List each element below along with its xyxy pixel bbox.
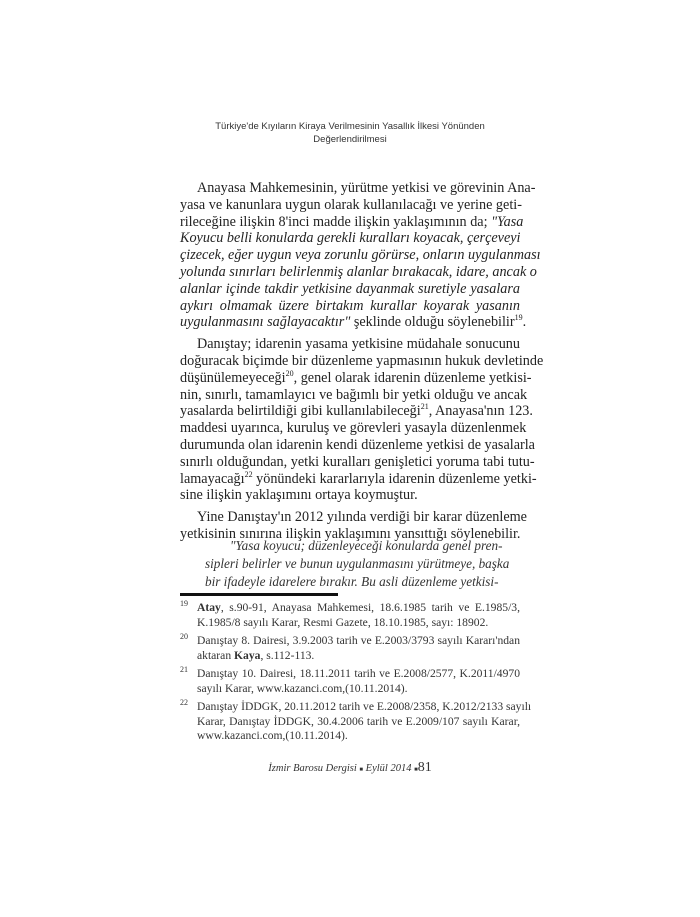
text-line (180, 213, 524, 231)
text-segment: aktaran (197, 648, 235, 662)
text-line (197, 682, 520, 697)
text-segment: bir ifadeyle idarelere bırakır. Bu asli düzenleme yetkisi- (205, 574, 499, 589)
text-line (197, 715, 520, 730)
separator-icon: ■ (359, 767, 364, 773)
text-segment: , s.90-91, Anayasa Mahkemesi, 18.6.1985 tarih ve E.1985/3, (220, 601, 520, 614)
text-line (180, 281, 520, 298)
text-line (197, 634, 520, 649)
text-segment: , s.112-113. (260, 648, 315, 662)
text-line (197, 649, 520, 664)
footnote-ref: 22 (244, 469, 253, 479)
text-line (180, 263, 537, 281)
body-text (180, 180, 544, 548)
text-line (197, 667, 520, 682)
page-number: 81 (417, 760, 432, 775)
text-line (180, 487, 520, 504)
text-segment: Kaya (234, 648, 261, 662)
text-segment: yolunda sınırları belirlenmiş alanlar bırakacak, idare, ancak o (180, 263, 537, 280)
footnote (180, 698, 532, 744)
footnote-ref: 19 (514, 313, 523, 323)
text-line (205, 537, 503, 555)
text-segment: Koyucu belli konularda gerekli kuralları koyacak, çerçeveyi (180, 230, 521, 247)
footnote-ref: 21 (420, 402, 429, 412)
separator-icon: ■ (414, 767, 418, 773)
text-segment: sınırlı olduğundan, yetki kuralları genişletici yoruma tabi tutu- (180, 453, 535, 470)
footnote-number: 20 (180, 632, 188, 641)
text-segment: çizecek, eğer uygun veya zorunlu görürse, onların uygulanması (180, 247, 541, 264)
text-segment: doğuracak biçimde bir düzenleme yapmasının hukuk devletinde (180, 352, 544, 369)
footnote-number: 21 (180, 665, 188, 674)
text-line (180, 180, 536, 197)
text-line (197, 616, 520, 631)
text-segment: sayılı Karar, www.kazanci.com,(10.11.2014). (197, 681, 408, 695)
issue-date: Eylül 2014 (365, 763, 412, 774)
text-line (197, 601, 520, 616)
text-line (205, 573, 499, 591)
text-segment: . (522, 314, 527, 331)
text-line (180, 313, 527, 331)
text-segment: Atay (197, 601, 221, 614)
page-footer (0, 760, 700, 776)
footnote-separator (180, 593, 338, 596)
text-segment: Karar, Danıştay İDDGK, 30.4.2006 tarih ve E.2009/107 sayılı Karar, (197, 714, 520, 728)
paragraph (180, 180, 541, 331)
text-line (180, 509, 527, 526)
text-segment: alanlar içinde takdir yetkisine dayanmak suretiyle yasalara (180, 280, 520, 297)
text-segment: yasalarda belirtildiği gibi kullanılabileceği (180, 403, 421, 420)
footnote-number: 19 (180, 599, 188, 608)
text-line (180, 420, 527, 437)
footnotes (180, 599, 532, 748)
text-segment: maddesi uyarınca, kuruluş ve görevleri yasayla düzenlenmek (180, 420, 527, 437)
text-line (180, 402, 533, 420)
text-segment: rileceğine ilişkin 8'inci madde ilişkin yaklaşımının da; (180, 213, 492, 230)
text-segment: yönündeki kararlarıyla idarenin düzenleme yetki- (252, 470, 537, 487)
text-line (180, 336, 520, 353)
text-segment: şeklinde olduğu söylenebilir (353, 314, 515, 331)
text-segment: yetkisinin sınırına ilişkin yaklaşımını yansıttığı söylenebilir. (180, 525, 521, 542)
text-segment: Danıştay 10. Dairesi, 18.11.2011 tarih ve E.2008/2577, K.2011/4970 (197, 667, 520, 680)
text-segment: , Anayasa'nın 123. (428, 403, 533, 420)
text-segment: sine ilişkin yaklaşımını ortaya koymuştur. (180, 487, 418, 504)
footnote (180, 667, 520, 696)
text-segment: uygulanmasını sağlayacaktır" (180, 314, 354, 331)
text-segment: durumunda olan idarenin kendi düzenleme yetkisi de yasalarla (180, 436, 535, 453)
text-segment: sipleri belirler ve bunun uygulanmasını yürütmeye, başka (205, 556, 510, 571)
block-quote (205, 537, 510, 591)
running-header-line2: Değerlendirilmesi (313, 134, 387, 145)
text-line (205, 555, 510, 573)
journal-name: İzmir Barosu Dergisi (268, 763, 357, 774)
text-line (180, 386, 528, 404)
text-segment: aykırı olmamak üzere birtakım kurallar koyarak yasanın (180, 297, 520, 314)
text-segment: düşünülemeyeceği (180, 369, 286, 386)
paragraph (180, 336, 544, 504)
footnote-ref: 20 (285, 368, 294, 378)
text-segment: "Yasa (491, 213, 524, 230)
footnote (180, 601, 520, 630)
text-line (180, 230, 520, 247)
text-segment: Danıştay 8. Dairesi, 3.9.2003 tarih ve E.2003/3793 sayılı Kararı'ndan (197, 634, 520, 647)
text-segment: , genel olarak idarenin düzenleme yetkisi- (293, 369, 532, 386)
text-segment: "Yasa koyucu; düzenleyeceği konularda genel pren- (230, 538, 503, 553)
running-header-line1: Türkiye'de Kıyıların Kiraya Verilmesinin Yasallık İlkesi Yönünden (215, 121, 485, 132)
text-line (180, 453, 535, 471)
text-segment: www.kazanci.com,(10.11.2014). (197, 729, 348, 742)
text-line (180, 247, 541, 264)
text-line (180, 436, 535, 454)
text-segment: lamayacağı (180, 470, 245, 487)
text-line (197, 729, 520, 744)
text-segment: Yine Danıştay'ın 2012 yılında verdiği bir karar düzenleme (197, 509, 527, 526)
text-segment: yasa ve kanunlara uygun olarak kullanılacağı ve yerine geti- (180, 196, 522, 213)
text-line (180, 368, 532, 387)
text-segment: Danıştay; idarenin yasama yetkisine müdahale sonucunu (197, 336, 520, 353)
text-line (197, 700, 532, 715)
footnote (180, 634, 520, 663)
text-line (180, 352, 544, 370)
text-segment: Anayasa Mahkemesinin, yürütme yetkisi ve görevinin Ana- (197, 180, 536, 196)
footnote-number: 22 (180, 698, 188, 707)
text-line (180, 298, 520, 315)
text-segment: Danıştay İDDGK, 20.11.2012 tarih ve E.2008/2358, K.2012/2133 sayılı (197, 700, 532, 713)
text-segment: nin, sınırlı, tamamlayıcı ve bağımlı bir yetki olduğu ve ancak (180, 386, 528, 403)
text-line (180, 197, 520, 214)
text-line (180, 469, 537, 488)
text-segment: K.1985/8 sayılı Karar, Resmi Gazete, 18.10.1985, sayı: 18902. (197, 615, 489, 629)
